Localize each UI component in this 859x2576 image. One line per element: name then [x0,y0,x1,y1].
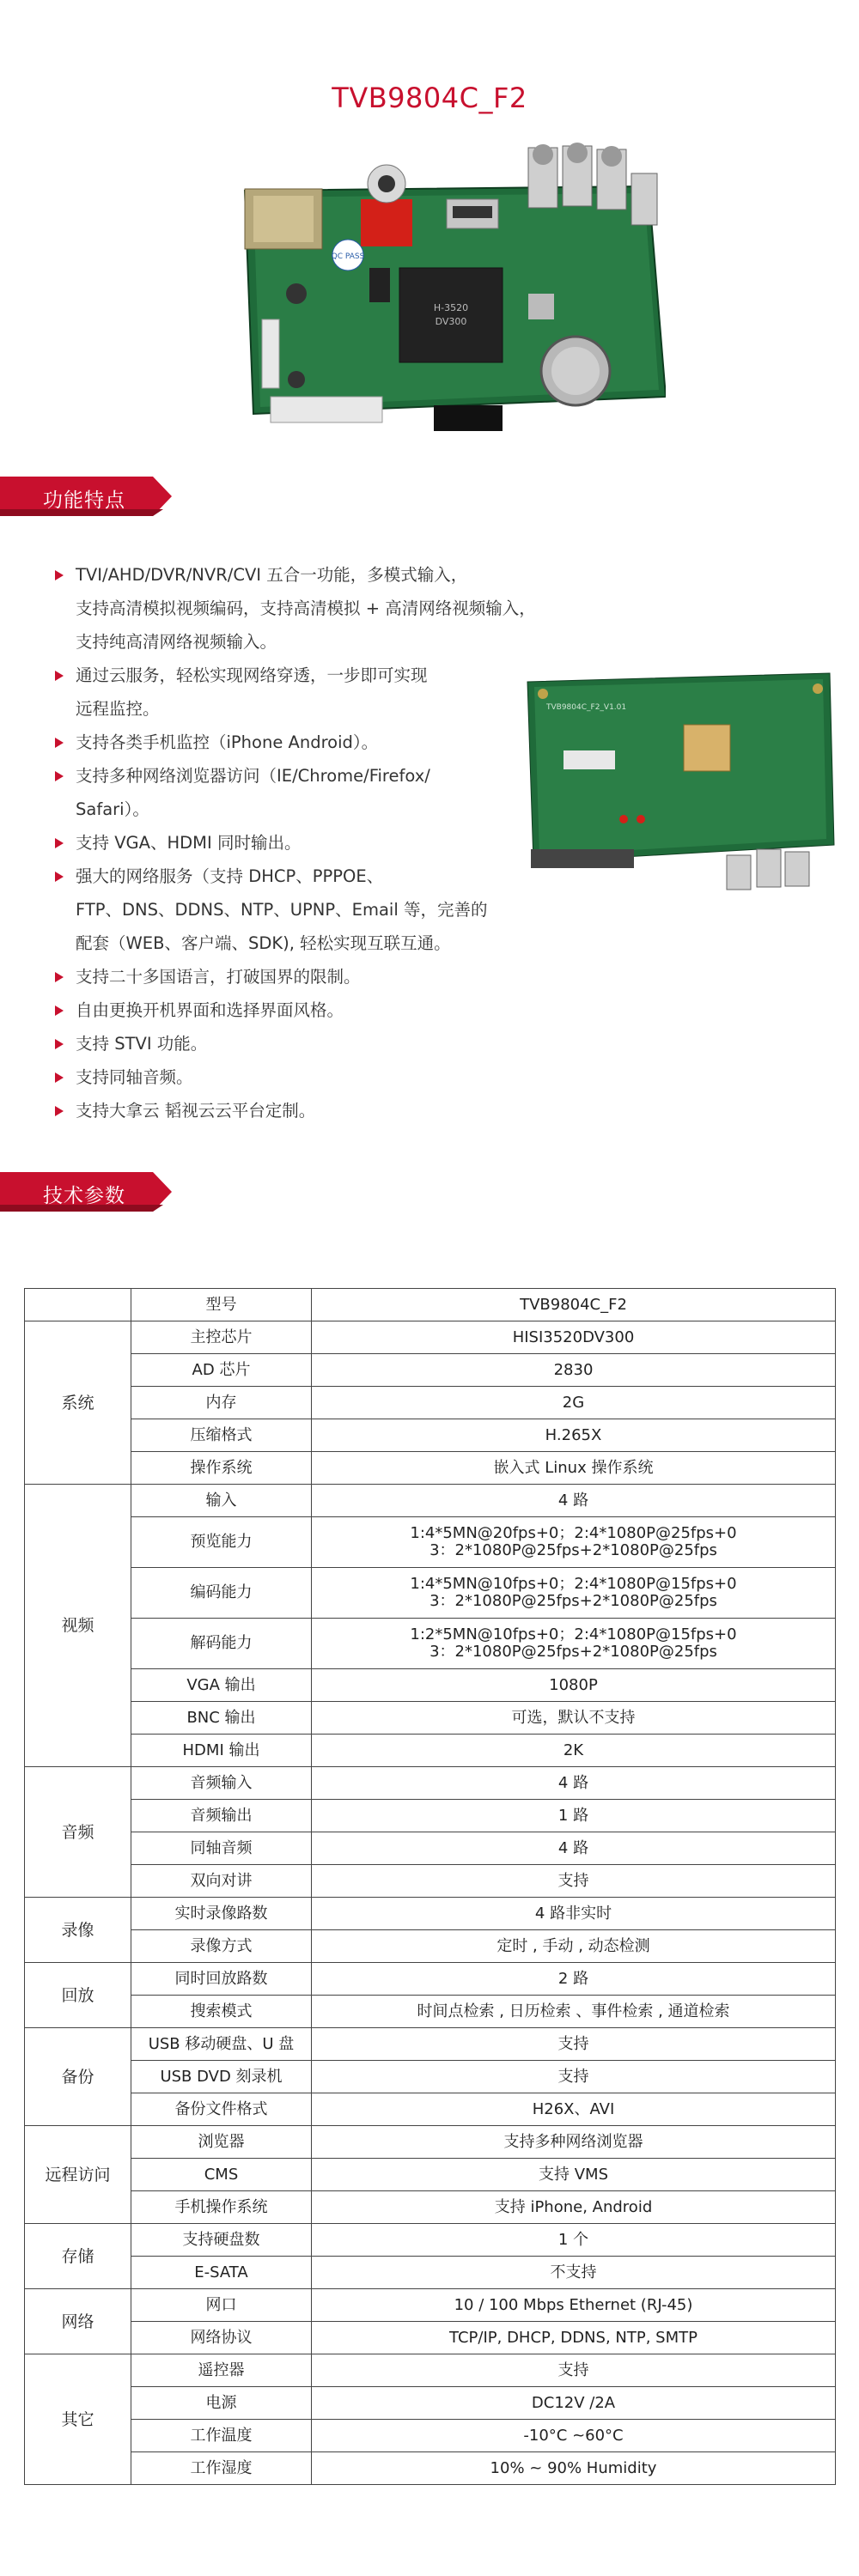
param-value-line: 2K [563,1741,584,1759]
param-label: 备份文件格式 [131,2093,312,2126]
param-value [312,2420,836,2452]
feature-item [53,1060,569,1094]
param-value-line: 1080P [549,1675,598,1694]
param-value [312,2452,836,2485]
table-row [25,1485,836,1517]
param-value [312,2028,836,2061]
table-row [25,2322,836,2354]
param-value-line: 4 路非实时 [534,1904,612,1923]
param-value-line: 2G [562,1393,585,1412]
board-top-photo [219,139,666,448]
param-value-line: 2 路 [557,1969,589,1988]
param-value-line: 4 路 [557,1491,589,1510]
table-row [25,1619,836,1669]
param-value [312,1354,836,1387]
param-label: 实时录像路数 [131,1898,312,1930]
feature-text: 支持多种网络浏览器访问（IE/Chrome/Firefox/ [76,766,430,786]
param-label: E-SATA [131,2257,312,2289]
board-bottom-photo [512,656,837,895]
param-value [312,2191,836,2224]
feature-item [53,1094,569,1127]
category-cell: 录像 [25,1898,131,1963]
param-label: BNC 输出 [131,1702,312,1735]
feature-item [53,960,569,993]
feature-text: 通过云服务，轻松实现网络穿透，一步即可实现 [76,665,428,685]
feature-text: 支持各类手机监控（iPhone Android）。 [76,732,379,752]
param-label: 操作系统 [131,1452,312,1485]
param-label: 双向对讲 [131,1865,312,1898]
param-value [312,2093,836,2126]
param-label: HDMI 输出 [131,1735,312,1767]
table-row [25,1387,836,1419]
feature-text: 强大的网络服务（支持 DHCP、PPPOE、 [76,866,384,886]
feature-text: 支持同轴音频。 [76,1067,193,1087]
chip-label-bottom: DV300 [435,316,467,327]
param-value-line: 支持 VMS [539,2165,608,2184]
table-row [25,1517,836,1568]
param-value-line: 嵌入式 Linux 操作系统 [493,1458,654,1477]
param-value-line: 1 路 [557,1806,589,1825]
table-row [25,1735,836,1767]
feature-item [53,1027,569,1060]
category-cell: 音频 [25,1767,131,1898]
param-value [312,2387,836,2420]
param-label: 电源 [131,2387,312,2420]
spec-table [24,1288,836,2485]
table-row [25,1832,836,1865]
table-row [25,2387,836,2420]
param-label: 手机操作系统 [131,2191,312,2224]
bullet-arrow-icon [55,1039,64,1049]
table-row [25,1321,836,1354]
table-row [25,1865,836,1898]
param-value [312,2257,836,2289]
table-row [25,1767,836,1800]
specs-section-banner [0,1172,172,1212]
table-row [25,1669,836,1702]
param-label: 工作湿度 [131,2452,312,2485]
feature-text: TVI/AHD/DVR/NVR/CVI 五合一功能，多模式输入， [76,565,468,585]
param-value-line: 支持 [557,2034,589,2053]
param-value-line: 3：2*1080P@25fps+2*1080P@25fps [430,1541,717,1559]
table-row [25,2354,836,2387]
param-value-line: 3：2*1080P@25fps+2*1080P@25fps [430,1592,717,1610]
bullet-arrow-icon [55,838,64,848]
table-row [25,2224,836,2257]
param-value [312,1702,836,1735]
category-cell: 视频 [25,1485,131,1767]
category-cell: 网络 [25,2289,131,2354]
feature-item [53,826,569,860]
param-value [312,1669,836,1702]
feature-item [53,759,569,826]
table-row [25,1289,836,1321]
board-bottom-label: TVB9804C_F2_V1.01 [546,703,627,712]
param-label: USB 移动硬盘、U 盘 [131,2028,312,2061]
table-row [25,1800,836,1832]
param-value [312,2289,836,2322]
param-value-line: 不支持 [550,2263,597,2281]
param-value [312,1735,836,1767]
param-value [312,2354,836,2387]
param-value [312,1387,836,1419]
param-value-line: DC12V /2A [531,2393,616,2412]
param-label: 主控芯片 [131,1321,312,1354]
param-value-line: 4 路 [557,1773,589,1792]
bullet-arrow-icon [55,1072,64,1083]
param-value: TVB9804C_F2 [312,1289,836,1321]
param-label: VGA 输出 [131,1669,312,1702]
feature-text: 支持大拿云 韬视云云平台定制。 [76,1101,316,1121]
param-value-line: H.265X [545,1425,602,1444]
param-value-line: 支持 [557,1871,589,1890]
feature-text: 支持纯高清网络视频输入。 [76,632,277,652]
param-value-line: 支持 [557,2360,589,2379]
param-value [312,1930,836,1963]
bullet-arrow-icon [55,671,64,681]
param-value-line: H26X、AVI [532,2099,615,2118]
param-value [312,1419,836,1452]
table-row [25,1702,836,1735]
param-label: 编码能力 [131,1568,312,1619]
qc-sticker-label: QC PASS [331,252,365,261]
param-label: 音频输入 [131,1767,312,1800]
param-value [312,1996,836,2028]
table-row [25,2028,836,2061]
param-value-line: 定时 , 手动 , 动态检测 [497,1936,650,1955]
param-label: CMS [131,2159,312,2191]
param-value-line: 10 / 100 Mbps Ethernet (RJ-45) [454,2295,693,2314]
param-value-line: 10% ~ 90% Humidity [490,2458,657,2477]
param-value [312,1568,836,1619]
bullet-arrow-icon [55,570,64,580]
param-label: USB DVD 刻录机 [131,2061,312,2093]
param-label: 网络协议 [131,2322,312,2354]
param-value-line: 1:2*5MN@10fps+0；2:4*1080P@15fps+0 [410,1625,737,1643]
param-label: 网口 [131,2289,312,2322]
param-value-line: -10°C ~60°C [523,2426,624,2445]
param-value [312,1832,836,1865]
feature-text: 支持 VGA、HDMI 同时输出。 [76,833,302,853]
feature-text: 支持高清模拟视频编码，支持高清模拟 + 高清网络视频输入， [76,598,536,618]
feature-item [53,726,569,759]
param-value [312,2224,836,2257]
table-row [25,1963,836,1996]
param-value [312,1517,836,1568]
features-list [53,558,569,1127]
param-value-line: 时间点检索 , 日历检索 、事件检索 , 通道检索 [417,2002,730,2020]
param-label: 浏览器 [131,2126,312,2159]
param-value [312,2126,836,2159]
table-row [25,2159,836,2191]
table-row [25,1568,836,1619]
bullet-arrow-icon [55,1106,64,1116]
category-cell: 存储 [25,2224,131,2289]
table-row [25,2420,836,2452]
table-row [25,1996,836,2028]
feature-text: 支持 STVI 功能。 [76,1034,208,1054]
table-row [25,2191,836,2224]
param-value [312,2322,836,2354]
param-value-line: 3：2*1080P@25fps+2*1080P@25fps [430,1643,717,1661]
table-row [25,1930,836,1963]
bullet-arrow-icon [55,972,64,982]
param-value-line: 1:4*5MN@20fps+0；2:4*1080P@25fps+0 [410,1524,737,1542]
table-row [25,1419,836,1452]
param-value-line: 可选，默认不支持 [511,1708,636,1727]
param-value [312,1963,836,1996]
chip-label-top: H-3520 [433,302,469,313]
param-value [312,1619,836,1669]
category-cell: 回放 [25,1963,131,2028]
param-value [312,1485,836,1517]
param-value [312,1767,836,1800]
param-label: 内存 [131,1387,312,1419]
page-title: TVB9804C_F2 [332,82,527,114]
param-label: 同轴音频 [131,1832,312,1865]
feature-text: 配套（WEB、客户端、SDK), 轻松实现互联互通。 [76,933,451,953]
feature-text: 自由更换开机界面和选择界面风格。 [76,1000,344,1020]
param-value-line: 1:4*5MN@10fps+0；2:4*1080P@15fps+0 [410,1575,737,1593]
feature-text: 支持二十多国语言，打破国界的限制。 [76,967,361,987]
bullet-arrow-icon [55,1005,64,1016]
param-value [312,2159,836,2191]
param-value-line: 1 个 [557,2230,589,2249]
feature-item [53,860,569,960]
table-row [25,1898,836,1930]
table-row [25,2093,836,2126]
param-value [312,1321,836,1354]
feature-text: 远程监控。 [76,699,160,719]
param-value [312,2061,836,2093]
table-row [25,2289,836,2322]
feature-text: FTP、DNS、DDNS、NTP、UPNP、Email 等，完善的 [76,900,488,920]
param-label: 输入 [131,1485,312,1517]
feature-item [53,558,569,659]
feature-item [53,659,569,726]
param-value [312,1898,836,1930]
bullet-arrow-icon [55,872,64,882]
features-section-banner [0,477,172,516]
param-value [312,1800,836,1832]
param-value-line: 支持 [557,2067,589,2086]
category-cell: 备份 [25,2028,131,2126]
param-label: 同时回放路数 [131,1963,312,1996]
category-cell: 远程访问 [25,2126,131,2224]
feature-item [53,993,569,1027]
category-cell: 系统 [25,1321,131,1485]
param-label: 支持硬盘数 [131,2224,312,2257]
param-label: 遥控器 [131,2354,312,2387]
param-label: 录像方式 [131,1930,312,1963]
table-row [25,1354,836,1387]
param-label: 预览能力 [131,1517,312,1568]
param-label: 压缩格式 [131,1419,312,1452]
param-label: 型号 [131,1289,312,1321]
table-row [25,2257,836,2289]
param-value-line: 2830 [553,1360,594,1379]
table-row [25,2126,836,2159]
param-value-line: 支持 iPhone, Android [494,2197,653,2216]
specs-heading: 技术参数 [43,1185,125,1207]
param-value-line: 支持多种网络浏览器 [503,2132,643,2151]
bullet-arrow-icon [55,738,64,748]
param-label: 搜索模式 [131,1996,312,2028]
param-value-line: TCP/IP, DHCP, DDNS, NTP, SMTP [449,2328,698,2347]
category-cell: 其它 [25,2354,131,2485]
param-value-line: 4 路 [557,1838,589,1857]
category-cell [25,1289,131,1321]
param-value [312,1452,836,1485]
param-label: 工作温度 [131,2420,312,2452]
table-row [25,1452,836,1485]
features-heading: 功能特点 [43,489,125,512]
param-label: 解码能力 [131,1619,312,1669]
feature-text: Safari）。 [76,799,149,819]
table-row [25,2452,836,2485]
table-row [25,2061,836,2093]
param-label: AD 芯片 [131,1354,312,1387]
bullet-arrow-icon [55,771,64,781]
param-value [312,1865,836,1898]
param-value-line: HISI3520DV300 [512,1327,635,1346]
param-label: 音频输出 [131,1800,312,1832]
